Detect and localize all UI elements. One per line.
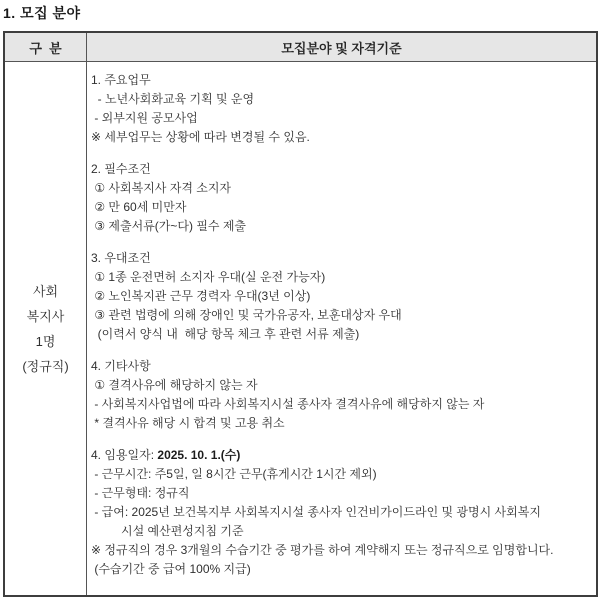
content-line (91, 179, 592, 198)
text-segment: ※ 세부업무는 상황에 따라 변경될 수 있음. (91, 130, 310, 144)
criteria-cell (87, 62, 598, 597)
text-segment: ① 결격사유에 해당하지 않는 자 (91, 378, 258, 392)
blank-line (91, 147, 592, 160)
content-line (91, 541, 592, 560)
text-segment: - 근무형태: 정규직 (91, 486, 190, 500)
blank-line (91, 433, 592, 446)
text-segment: (수습기간 중 급여 100% 지급) (91, 562, 251, 576)
header-cell-category: 구 분 (4, 32, 87, 62)
text-segment: - 근무시간: 주5일, 일 8시간 근무(휴게시간 1시간 제외) (91, 467, 377, 481)
content-line (91, 484, 592, 503)
content-line (91, 414, 592, 433)
content-line (91, 560, 592, 579)
category-cell (4, 62, 87, 597)
content-line (91, 522, 592, 541)
header-cell-criteria: 모집분야 및 자격기준 (87, 32, 598, 62)
content-line (91, 357, 592, 376)
text-segment: ① 사회복지사 자격 소지자 (91, 181, 232, 195)
text-segment: ② 노인복지관 근무 경력자 우대(3년 이상) (91, 289, 311, 303)
text-segment: 2. 필수조건 (91, 162, 151, 176)
content-line (91, 128, 592, 147)
content-line (91, 268, 592, 287)
text-segment: 4. 임용일자: (91, 448, 158, 462)
blank-line (91, 236, 592, 249)
text-segment: - 노년사회화교육 기획 및 운영 (91, 92, 255, 106)
text-segment: 1. 주요업무 (91, 73, 151, 87)
content-line (91, 90, 592, 109)
text-segment: 4. 기타사항 (91, 359, 151, 373)
text-segment: ※ 정규직의 경우 3개월의 수습기간 중 평가를 하여 계약해지 또는 정규직으로 임명합니다. (91, 543, 554, 557)
content-line (91, 71, 592, 90)
text-segment: - 사회복지사업법에 따라 사회복지시설 종사자 결격사유에 해당하지 않는 자 (91, 397, 485, 411)
bold-text-segment: 2025. 10. 1.(수) (157, 448, 241, 462)
content-line (91, 465, 592, 484)
content-line (91, 376, 592, 395)
content-line (91, 325, 592, 344)
text-segment: - 급여: 2025년 보건복지부 사회복지시설 종사자 인건비가이드라인 및 광명시 사회복지 (91, 505, 541, 519)
text-segment: 시설 예산편성지침 기준 (91, 524, 244, 538)
content-line (91, 160, 592, 179)
content-line (91, 249, 592, 268)
section-title: 1. 모집 분야 (3, 5, 81, 21)
text-segment: * 결격사유 해당 시 합격 및 고용 취소 (91, 416, 285, 430)
text-segment: ② 만 60세 미만자 (91, 200, 187, 214)
category-line: (정규직) (22, 358, 69, 374)
content-line (91, 446, 592, 465)
text-segment: ③ 관련 법령에 의해 장애인 및 국가유공자, 보훈대상자 우대 (91, 308, 402, 322)
category-line: 복지사 (26, 308, 65, 324)
content-line (91, 217, 592, 236)
content-line (91, 306, 592, 325)
content-lines (91, 71, 592, 579)
content-line (91, 198, 592, 217)
text-segment: - 외부지원 공모사업 (91, 111, 198, 125)
category-line: 1명 (35, 333, 56, 349)
category-lines (6, 279, 85, 379)
category-line: 사회 (32, 283, 59, 299)
text-segment: ③ 제출서류(가~다) 필수 제출 (91, 219, 247, 233)
content-line (91, 109, 592, 128)
table-body-row (4, 62, 597, 597)
blank-line (91, 344, 592, 357)
content-line (91, 287, 592, 306)
table-header-row (4, 32, 597, 62)
recruitment-table (3, 31, 598, 597)
content-line (91, 395, 592, 414)
text-segment: (이력서 양식 내 해당 항목 체크 후 관련 서류 제출) (91, 327, 360, 341)
content-line (91, 503, 592, 522)
text-segment: 3. 우대조건 (91, 251, 151, 265)
text-segment: ① 1종 운전면허 소지자 우대(실 운전 가능자) (91, 270, 326, 284)
